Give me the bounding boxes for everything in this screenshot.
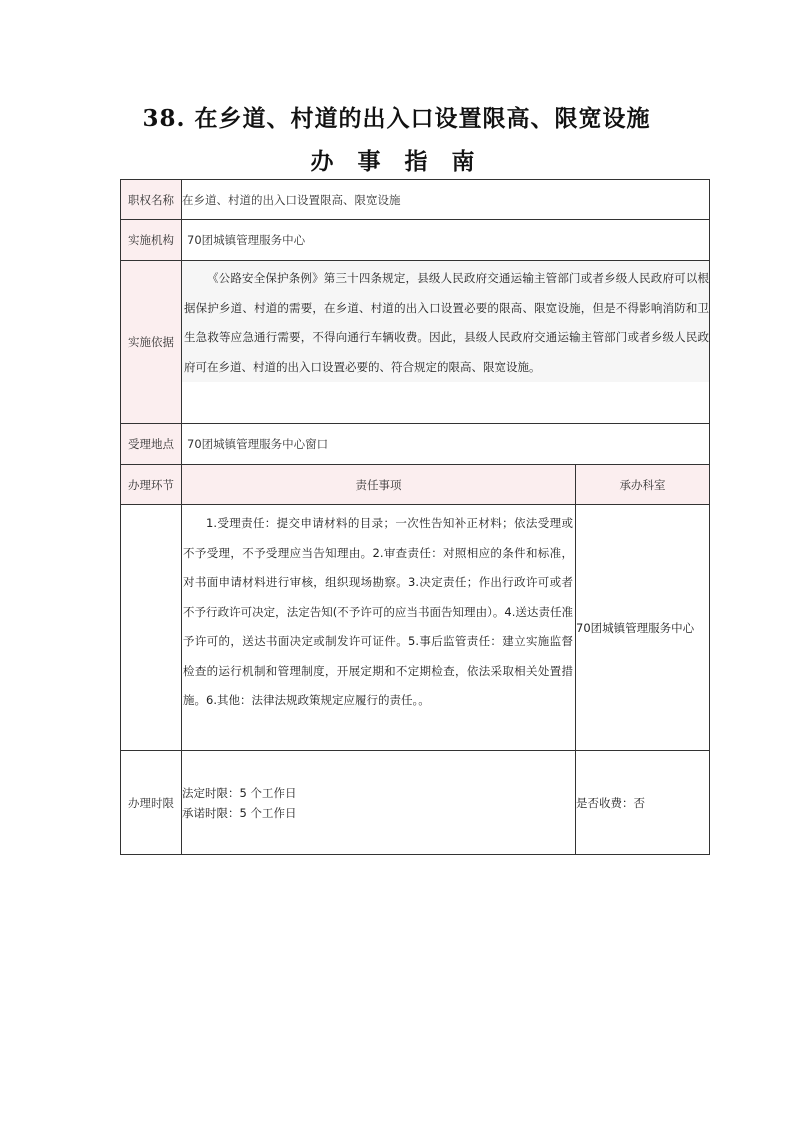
location-value: 70团城镇管理服务中心窗口 <box>182 424 710 465</box>
document-subtitle: 办 事 指 南 <box>310 148 483 175</box>
fee-value: 是否收费：否 <box>576 751 710 855</box>
row-process-detail <box>121 505 710 751</box>
department-column-header: 承办科室 <box>576 465 710 505</box>
time-limit-label: 办理时限 <box>121 751 182 855</box>
basis-cell <box>182 261 710 424</box>
duty-cell <box>182 505 576 751</box>
duty-text: 1.受理责任：提交申请材料的目录；一次性告知补正材料；依法受理或不予受理，不予受理应当告知理由。2.审查责任：对照相应的条件和标准，对书面申请材料进行审核，组织现场勘察。3.决定责任；作出行政许可或者不予行政许可决定，法定告知(不予许可的应当书面告知理由）。4.送达责任准予许可的，送达书面决定或制发许可证件。5.事后监管责任：建立实施监督检查的运行机制和管理制度，开展定期和不定期检查，依法采取相关处置措施。6.其他：法律法规政策规定应履行的责任。。 <box>183 516 573 707</box>
basis-label: 实施依据 <box>121 261 182 424</box>
location-label: 受理地点 <box>121 424 182 465</box>
row-authority-name <box>121 180 710 220</box>
document-title: 38. 在乡道、村道的出入口设置限高、限宽设施 <box>142 105 651 132</box>
duty-column-header: 责任事项 <box>182 465 576 505</box>
process-label: 办理环节 <box>121 465 182 505</box>
agency-label: 实施机构 <box>121 220 182 261</box>
process-empty-cell <box>121 505 182 751</box>
row-process-header <box>121 465 710 505</box>
legal-time-limit: 法定时限：5 个工作日 <box>182 785 297 800</box>
row-agency <box>121 220 710 261</box>
guide-table <box>120 179 710 855</box>
authority-name-value: 在乡道、村道的出入口设置限高、限宽设施 <box>182 180 710 220</box>
promised-time-limit: 承诺时限：5 个工作日 <box>182 805 297 820</box>
time-limit-cell <box>182 751 576 855</box>
row-time-limit <box>121 751 710 855</box>
basis-text: 《公路安全保护条例》第三十四条规定，县级人民政府交通运输主管部门或者乡级人民政府可以根据保护乡道、村道的需要，在乡道、村道的出入口设置必要的限高、限宽设施，但是不得影响消防和卫生急救等应急通行需要，不得向通行车辆收费。因此，县级人民政府交通运输主管部门或者乡级人民政府可在乡道、村道的出入口设置必要的、符合规定的限高、限宽设施。 <box>182 261 709 382</box>
row-location <box>121 424 710 465</box>
row-basis <box>121 261 710 424</box>
authority-name-label: 职权名称 <box>121 180 182 220</box>
agency-value: 70团城镇管理服务中心 <box>182 220 710 261</box>
department-value: 70团城镇管理服务中心 <box>576 505 710 751</box>
